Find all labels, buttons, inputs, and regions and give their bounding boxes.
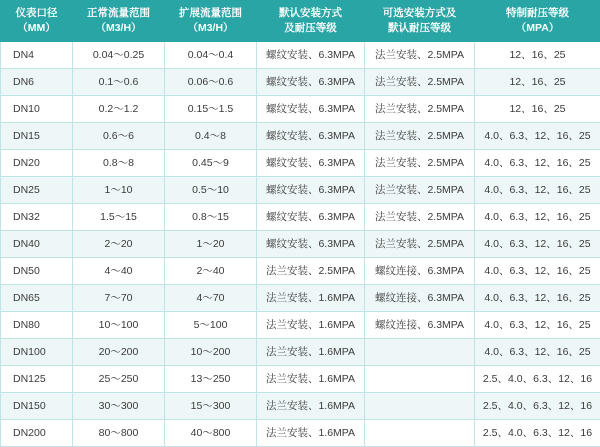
cell-diameter: DN100 bbox=[1, 339, 73, 366]
table-cell: 法兰安装、2.5MPA bbox=[365, 150, 475, 177]
column-header-line2: 及耐压等级 bbox=[259, 21, 362, 36]
table-cell: 法兰安装、2.5MPA bbox=[365, 231, 475, 258]
table-cell: 4.0、6.3、12、16、25 bbox=[475, 312, 600, 339]
table-row bbox=[1, 123, 600, 150]
cell-diameter: DN20 bbox=[1, 150, 73, 177]
table-cell: 2.5、4.0、6.3、12、16 bbox=[475, 420, 600, 447]
table-cell: 4～40 bbox=[73, 258, 165, 285]
column-header-line2: （MM） bbox=[3, 21, 70, 36]
table-cell: 0.15～1.5 bbox=[165, 96, 257, 123]
table-cell: 螺纹连接、6.3MPA bbox=[365, 258, 475, 285]
table-cell: 4～70 bbox=[165, 285, 257, 312]
cell-diameter: DN50 bbox=[1, 258, 73, 285]
table-cell: 1～20 bbox=[165, 231, 257, 258]
table-cell: 螺纹安装、6.3MPA bbox=[257, 150, 365, 177]
table-cell: 0.4～8 bbox=[165, 123, 257, 150]
header-row bbox=[1, 1, 600, 42]
table-cell: 螺纹安装、6.3MPA bbox=[257, 231, 365, 258]
table-cell: 法兰安装、1.6MPA bbox=[257, 312, 365, 339]
table-cell: 12、16、25 bbox=[475, 96, 600, 123]
table-cell: 法兰安装、1.6MPA bbox=[257, 393, 365, 420]
table-cell: 2.5、4.0、6.3、12、16 bbox=[475, 393, 600, 420]
table-cell: 法兰安装、1.6MPA bbox=[257, 366, 365, 393]
cell-diameter: DN32 bbox=[1, 204, 73, 231]
table-cell: 法兰安装、2.5MPA bbox=[365, 96, 475, 123]
column-header-line1: 特制耐压等级 bbox=[477, 6, 598, 21]
table-row bbox=[1, 204, 600, 231]
table-cell: 4.0、6.3、12、16、25 bbox=[475, 258, 600, 285]
table-cell: 法兰安装、2.5MPA bbox=[365, 42, 475, 69]
table-cell: 12、16、25 bbox=[475, 69, 600, 96]
cell-diameter: DN40 bbox=[1, 231, 73, 258]
table-cell: 法兰安装、1.6MPA bbox=[257, 420, 365, 447]
table-row bbox=[1, 177, 600, 204]
cell-diameter: DN10 bbox=[1, 96, 73, 123]
table-cell: 2～40 bbox=[165, 258, 257, 285]
table-cell: 0.2～1.2 bbox=[73, 96, 165, 123]
table-cell: 螺纹安装、6.3MPA bbox=[257, 69, 365, 96]
table-row bbox=[1, 393, 600, 420]
table-header bbox=[1, 1, 600, 42]
table-cell: 4.0、6.3、12、16、25 bbox=[475, 150, 600, 177]
table-body bbox=[1, 42, 600, 447]
table-cell: 2～20 bbox=[73, 231, 165, 258]
cell-diameter: DN200 bbox=[1, 420, 73, 447]
table-cell: 1.5～15 bbox=[73, 204, 165, 231]
table-cell: 法兰安装、2.5MPA bbox=[365, 204, 475, 231]
table-cell: 4.0、6.3、12、16、25 bbox=[475, 285, 600, 312]
cell-diameter: DN15 bbox=[1, 123, 73, 150]
table-row bbox=[1, 312, 600, 339]
table-cell: 0.6～6 bbox=[73, 123, 165, 150]
table-row bbox=[1, 231, 600, 258]
table-cell bbox=[365, 420, 475, 447]
column-header-line2: （M3/H） bbox=[75, 21, 162, 36]
column-header-line1: 扩展流量范围 bbox=[167, 6, 254, 21]
table-cell: 0.1～0.6 bbox=[73, 69, 165, 96]
table-row bbox=[1, 96, 600, 123]
table-row bbox=[1, 339, 600, 366]
column-header-line2: （M3/H） bbox=[167, 21, 254, 36]
column-header-line2: （MPA） bbox=[477, 21, 598, 36]
table-cell: 0.04～0.4 bbox=[165, 42, 257, 69]
table-cell: 15～300 bbox=[165, 393, 257, 420]
table-cell: 30～300 bbox=[73, 393, 165, 420]
table-row bbox=[1, 150, 600, 177]
column-header-3 bbox=[257, 1, 365, 42]
cell-diameter: DN150 bbox=[1, 393, 73, 420]
table-cell: 7～70 bbox=[73, 285, 165, 312]
table-cell: 螺纹安装、6.3MPA bbox=[257, 177, 365, 204]
table-cell: 法兰安装、2.5MPA bbox=[257, 258, 365, 285]
table-cell: 螺纹连接、6.3MPA bbox=[365, 285, 475, 312]
table-cell: 法兰安装、1.6MPA bbox=[257, 285, 365, 312]
table-cell: 0.04～0.25 bbox=[73, 42, 165, 69]
table-row bbox=[1, 69, 600, 96]
column-header-1 bbox=[73, 1, 165, 42]
table-cell: 4.0、6.3、12、16、25 bbox=[475, 177, 600, 204]
table-cell: 40～800 bbox=[165, 420, 257, 447]
cell-diameter: DN65 bbox=[1, 285, 73, 312]
table-row bbox=[1, 258, 600, 285]
table-cell: 0.8～8 bbox=[73, 150, 165, 177]
column-header-2 bbox=[165, 1, 257, 42]
cell-diameter: DN6 bbox=[1, 69, 73, 96]
table-cell: 螺纹安装、6.3MPA bbox=[257, 96, 365, 123]
cell-diameter: DN25 bbox=[1, 177, 73, 204]
table-cell: 1～10 bbox=[73, 177, 165, 204]
table-cell: 螺纹安装、6.3MPA bbox=[257, 204, 365, 231]
table-cell: 螺纹安装、6.3MPA bbox=[257, 123, 365, 150]
cell-diameter: DN80 bbox=[1, 312, 73, 339]
column-header-line2: 默认耐压等级 bbox=[367, 21, 472, 36]
cell-diameter: DN4 bbox=[1, 42, 73, 69]
table-cell: 2.5、4.0、6.3、12、16 bbox=[475, 366, 600, 393]
table-cell: 法兰安装、2.5MPA bbox=[365, 177, 475, 204]
table-cell: 0.45～9 bbox=[165, 150, 257, 177]
column-header-5 bbox=[475, 1, 600, 42]
table-cell: 法兰安装、2.5MPA bbox=[365, 123, 475, 150]
table-cell: 20～200 bbox=[73, 339, 165, 366]
table-row bbox=[1, 285, 600, 312]
table-row bbox=[1, 366, 600, 393]
table-cell: 螺纹连接、6.3MPA bbox=[365, 312, 475, 339]
table-cell: 25～250 bbox=[73, 366, 165, 393]
table-cell: 0.06～0.6 bbox=[165, 69, 257, 96]
table-cell: 10～200 bbox=[165, 339, 257, 366]
table-cell: 4.0、6.3、12、16、25 bbox=[475, 123, 600, 150]
table-cell: 0.5～10 bbox=[165, 177, 257, 204]
cell-diameter: DN125 bbox=[1, 366, 73, 393]
table-cell: 4.0、6.3、12、16、25 bbox=[475, 231, 600, 258]
table-cell: 4.0、6.3、12、16、25 bbox=[475, 204, 600, 231]
table-cell bbox=[365, 393, 475, 420]
table-cell: 12、16、25 bbox=[475, 42, 600, 69]
column-header-0 bbox=[1, 1, 73, 42]
table-cell: 4.0、6.3、12、16、25 bbox=[475, 339, 600, 366]
table-cell: 5～100 bbox=[165, 312, 257, 339]
table-row bbox=[1, 42, 600, 69]
table-cell: 法兰安装、2.5MPA bbox=[365, 69, 475, 96]
table-row bbox=[1, 420, 600, 447]
table-cell bbox=[365, 339, 475, 366]
table-cell: 0.8～15 bbox=[165, 204, 257, 231]
table-cell: 80～800 bbox=[73, 420, 165, 447]
column-header-line1: 可选安装方式及 bbox=[367, 6, 472, 21]
column-header-line1: 默认安装方式 bbox=[259, 6, 362, 21]
table-cell bbox=[365, 366, 475, 393]
table-cell: 法兰安装、1.6MPA bbox=[257, 339, 365, 366]
column-header-line1: 仪表口径 bbox=[3, 6, 70, 21]
table-cell: 螺纹安装、6.3MPA bbox=[257, 42, 365, 69]
table-cell: 10～100 bbox=[73, 312, 165, 339]
column-header-4 bbox=[365, 1, 475, 42]
column-header-line1: 正常流量范围 bbox=[75, 6, 162, 21]
table-cell: 13～250 bbox=[165, 366, 257, 393]
